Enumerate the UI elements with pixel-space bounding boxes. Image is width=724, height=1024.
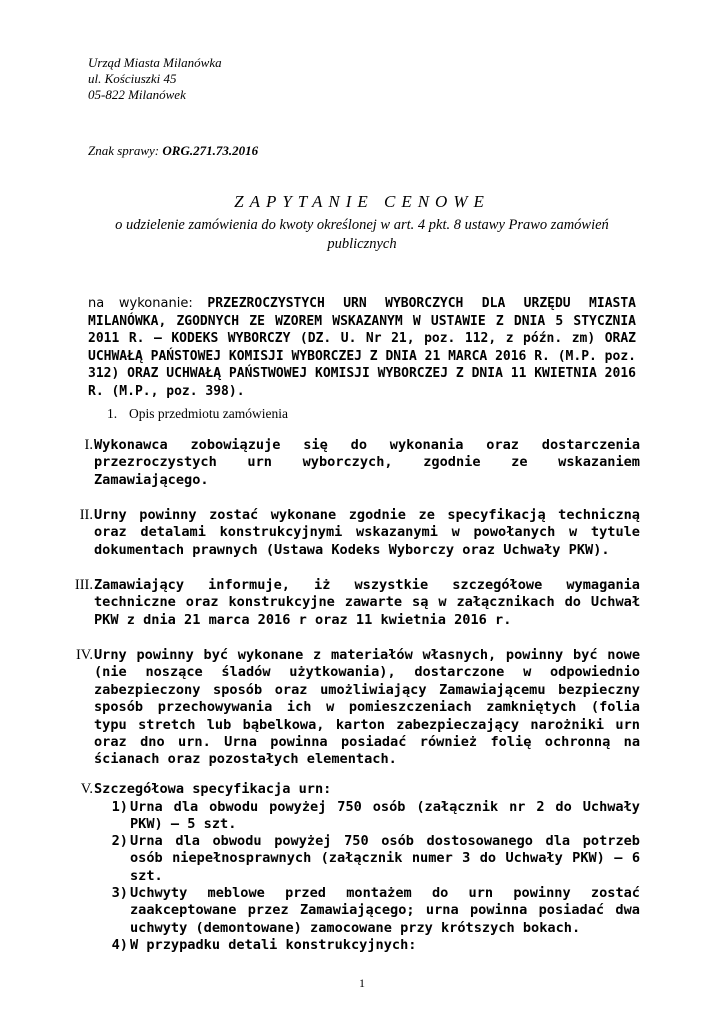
document-title: ZAPYTANIE CENOWE xyxy=(234,192,490,211)
order-subject-text: PRZEZROCZYSTYCH URN WYBORCZYCH DLA URZĘDU MIASTA MILANÓWKA, ZGODNYCH ZE WZOREM WSKAZANYM W USTAWIE Z DNIA 5 STYCZNIA 2011 R. – KODEKS WYBORCZY (DZ. U. Nr 21, poz. 112, z późn. zm) ORAZ UCHWAŁĄ PAŃSTOWEJ KOMISJI WYBORCZEJ Z DNIA 21 MARCA 2016 R. (M.P. poz. 312) ORAZ UCHWAŁĄ PAŃSTWOWEJ KOMISJI WYBORCZEJ Z DNIA 11 KWIETNIA 2016 R. (M.P., poz. 398). xyxy=(88,296,637,399)
address-line-street: ul. Kościuszki 45 xyxy=(88,71,177,86)
section-number: 1. xyxy=(107,406,118,421)
spec-item-number: 4) xyxy=(111,937,128,953)
clause-numeral: IV. xyxy=(75,647,93,663)
spec-item-text: Urna dla obwodu powyżej 750 osób (załącznik nr 2 do Uchwały PKW) – 5 szt. xyxy=(130,799,640,833)
case-reference xyxy=(88,143,258,159)
clause-text: Wykonawca zobowiązuje się do wykonania oraz dostarczenia przezroczystych urn wyborczych, zgodnie ze wskazaniem Zamawiającego. xyxy=(94,437,640,488)
page-number: 1 xyxy=(359,976,365,990)
clause-numeral: V. xyxy=(80,781,93,797)
spec-item-number: 3) xyxy=(111,885,128,901)
spec-item-text: Uchwyty meblowe przed montażem do urn powinny zostać zaakceptowane przez Zamawiającego; urna powinna posiadać dwa uchwyty (demontowane) zamocowane przy krótszych bokach. xyxy=(130,885,640,936)
clause-numeral: II. xyxy=(79,507,93,523)
clause-text: Urny powinny zostać wykonane zgodnie ze specyfikacją techniczną oraz detalami konstrukcyjnymi wskazanymi w powołanych w tytule dokumentach prawnych (Ustawa Kodeks Wyborczy oraz Uchwały PKW). xyxy=(94,507,640,558)
spec-item-text: W przypadku detali konstrukcyjnych: xyxy=(130,937,417,953)
section-heading xyxy=(107,406,288,422)
clause-text: Urny powinny być wykonane z materiałów własnych, powinny być nowe (nie noszące śladów użytkowania), dostarczone w odpowiednio zabezpieczony sposób oraz umożliwiający Zamawiającemu bezpieczny sposób przechowywania ich w pomieszczeniach zamkniętych (folia typu stretch lub bąbelkowa, karton zabezpieczający narożniki urn oraz dno urn. Urna powinna posiadać również folię ochronną na ścianach oraz pozostałych elementach. xyxy=(94,647,640,768)
sender-address xyxy=(88,55,222,103)
document-subtitle: o udzielenie zamówienia do kwoty określonej w art. 4 pkt. 8 ustawy Prawo zamówień publicznych xyxy=(115,217,609,252)
clause-text: Szczegółowa specyfikacja urn: xyxy=(94,781,332,797)
order-subject-lead: na wykonanie: xyxy=(88,296,208,311)
address-line-postal: 05-822 Milanówek xyxy=(88,87,186,102)
case-reference-value: ORG.271.73.2016 xyxy=(162,143,259,158)
case-reference-label: Znak sprawy: xyxy=(88,143,163,158)
order-subject xyxy=(88,295,636,401)
section-label: Opis przedmiotu zamówienia xyxy=(129,406,288,421)
clause-numeral: I. xyxy=(84,437,93,453)
clause-text: Zamawiający informuje, iż wszystkie szczegółowe wymagania techniczne oraz konstrukcyjne zawarte są w załącznikach do Uchwał PKW z dnia 21 marca 2016 r oraz 11 kwietnia 2016 r. xyxy=(94,577,640,628)
address-line-office: Urząd Miasta Milanówka xyxy=(88,55,222,70)
spec-item-text: Urna dla obwodu powyżej 750 osób dostosowanego dla potrzeb osób niepełnosprawnych (załącznik numer 3 do Uchwały PKW) – 6 szt. xyxy=(130,833,640,884)
clause-numeral: III. xyxy=(74,577,93,593)
spec-item-number: 1) xyxy=(111,799,128,815)
spec-item-number: 2) xyxy=(111,833,128,849)
